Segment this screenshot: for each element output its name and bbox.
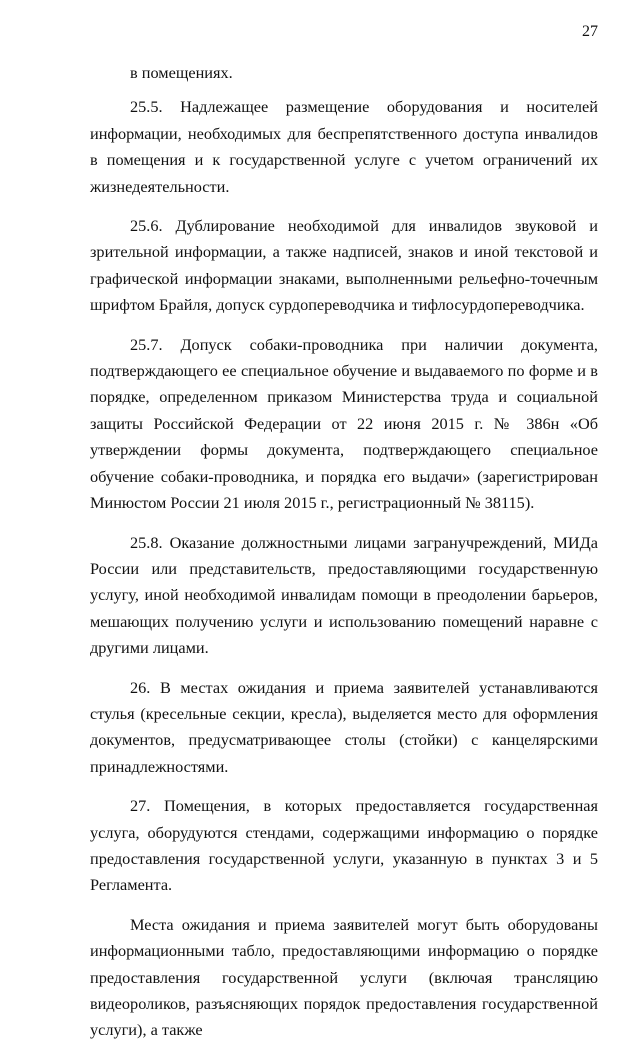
paragraph-25-5: 25.5. Надлежащее размещение оборудования и носителей информации, необходимых для беспрепятственного доступа инвалидов в помещения и к государственной услуге с учетом ограничений их жизнедеятельности. bbox=[90, 97, 598, 196]
paragraph-25-6: 25.6. Дублирование необходимой для инвалидов звуковой и зрительной информации, а также надписей, знаков и иной текстовой и графической информации знаками, выполненными рельефно-точечным шрифтом Брайля, допуск сурдопереводчика и тифлосурдопереводчика. bbox=[90, 216, 598, 315]
paragraph-continuation: в помещениях. bbox=[130, 63, 233, 82]
paragraph-25-7: 25.7. Допуск собаки-проводника при наличии документа, подтверждающего ее специальное обучение и выдаваемого по форме и в порядке, определенном приказом Министерства труда и социальной защиты Российской Федерации от 22 июня 2015 г. № 386н «Об утверждении формы документа, подтверждающего специальное обучение собаки-проводника, и порядка его выдачи» (зарегистрирован Минюстом России 21 июля 2015 г., регистрационный № 38115). bbox=[90, 334, 598, 513]
paragraph-25-8: 25.8. Оказание должностными лицами загранучреждений, МИДа России или представительств, предоставляющими государственную услугу, иной необходимой инвалидам помощи в преодолении барьеров, мешающих получению услуги и использованию помещений наравне с другими лицами. bbox=[90, 532, 598, 658]
paragraph-26: 26. В местах ожидания и приема заявителей устанавливаются стулья (кресельные секции, кресла), выделяется место для оформления документов, предусматривающее столы (стойки) с канцелярскими принадлежностями. bbox=[90, 677, 598, 776]
paragraph-27: 27. Помещения, в которых предоставляется государственная услуга, оборудуются стендами, содержащими информацию о порядке предоставления государственной услуги, указанную в пунктах 3 и 5 Регламента. bbox=[90, 796, 598, 895]
paragraph-27-continued: Места ожидания и приема заявителей могут быть оборудованы информационными табло, предоставляющими информацию о порядке предоставления государственной услуги (включая трансляцию видеороликов, разъясняющих порядок предоставления государственной услуги), а также bbox=[90, 914, 598, 1040]
page-number: 27 bbox=[582, 23, 598, 40]
document-body bbox=[90, 60, 598, 1057]
